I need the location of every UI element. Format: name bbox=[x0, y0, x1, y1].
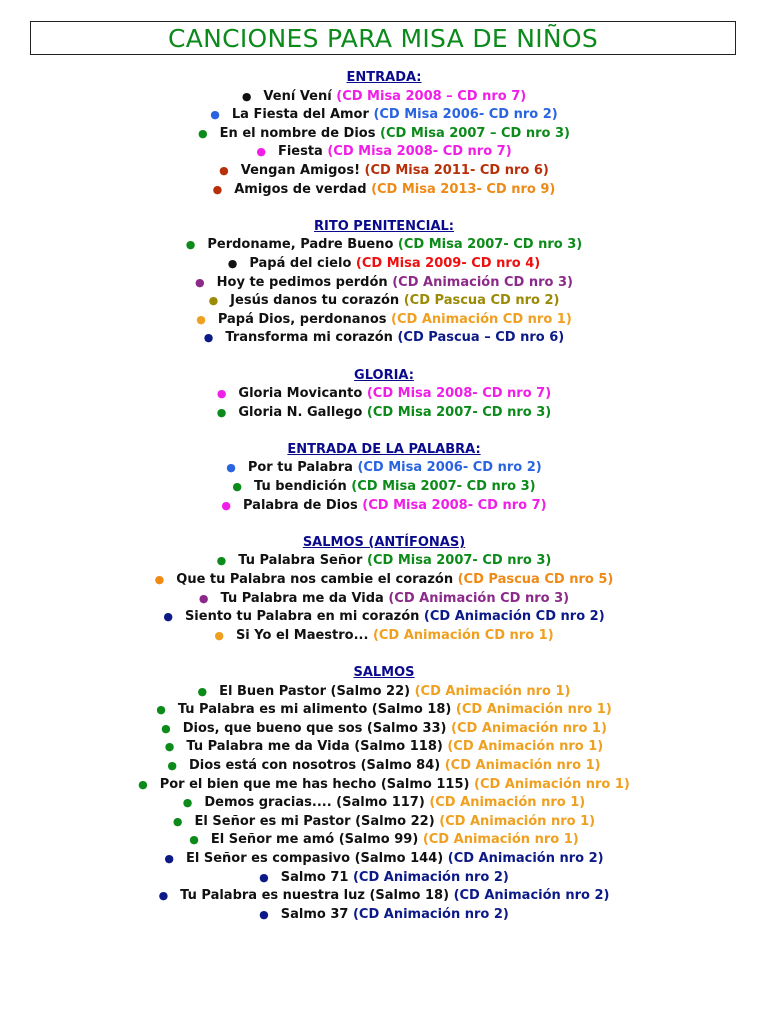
cd-reference: (CD Animación nro 1) bbox=[429, 795, 586, 811]
section-heading: GLORIA: bbox=[354, 367, 414, 383]
song-item bbox=[0, 590, 768, 609]
bullet-icon: ● bbox=[196, 312, 206, 326]
bullet-icon: ● bbox=[219, 163, 229, 177]
song-title: Jesús danos tu corazón bbox=[230, 293, 400, 309]
song-title: Vení Vení bbox=[263, 88, 332, 104]
song-item bbox=[0, 627, 768, 646]
bullet-icon: ● bbox=[227, 256, 238, 270]
song-title: Tu bendición bbox=[254, 479, 347, 495]
bullet-icon: ● bbox=[163, 610, 173, 624]
bullet-icon: ● bbox=[161, 721, 171, 735]
song-item bbox=[0, 106, 768, 125]
cd-reference: (CD Animación nro 2) bbox=[447, 850, 604, 866]
song-item bbox=[0, 850, 768, 869]
song-item bbox=[0, 255, 768, 274]
cd-reference: (CD Animación nro 1) bbox=[447, 739, 604, 755]
song-title: Tu Palabra me da Vida bbox=[220, 590, 384, 606]
song-title: Por tu Palabra bbox=[247, 460, 353, 476]
cd-reference: (CD Animación CD nro 2) bbox=[423, 609, 605, 625]
cd-reference: (CD Animación CD nro 1) bbox=[391, 311, 572, 327]
song-item bbox=[0, 738, 768, 757]
cd-reference: (CD Animación nro 1) bbox=[474, 776, 630, 792]
page-title-box bbox=[30, 21, 736, 55]
cd-reference: (CD Animación CD nro 3) bbox=[392, 274, 573, 290]
bullet-icon: ● bbox=[198, 126, 208, 140]
bullet-icon: ● bbox=[210, 108, 220, 122]
song-title: Dios, que bueno que sos (Salmo 33) bbox=[182, 720, 447, 736]
song-title: Amigos de verdad bbox=[234, 181, 367, 197]
bullet-icon: ● bbox=[259, 907, 269, 921]
cd-reference: (CD Animación nro 2) bbox=[352, 906, 509, 922]
bullet-icon: ● bbox=[216, 554, 227, 568]
song-item bbox=[0, 329, 768, 348]
song-item bbox=[0, 143, 768, 162]
cd-reference: (CD Animación nro 1) bbox=[422, 832, 579, 848]
song-item bbox=[0, 701, 768, 720]
song-item bbox=[0, 497, 768, 516]
bullet-icon: ● bbox=[216, 387, 227, 401]
cd-reference: (CD Pascua – CD nro 6) bbox=[397, 330, 565, 346]
bullet-icon: ● bbox=[164, 740, 175, 754]
song-list bbox=[0, 69, 768, 924]
song-item bbox=[0, 869, 768, 888]
song-title: Salmo 37 bbox=[280, 906, 349, 922]
cd-reference: (CD Animación CD nro 3) bbox=[388, 590, 570, 606]
bullet-icon: ● bbox=[197, 684, 208, 698]
song-item bbox=[0, 831, 768, 850]
section-gap bbox=[0, 422, 768, 441]
song-title: Tu Palabra es nuestra luz (Salmo 18) bbox=[180, 888, 450, 904]
bullet-icon: ● bbox=[212, 182, 223, 196]
song-title: El Señor es mi Pastor (Salmo 22) bbox=[194, 813, 435, 829]
cd-reference: (CD Misa 2007- CD nro 3) bbox=[366, 404, 552, 420]
song-item bbox=[0, 757, 768, 776]
song-title: Tu Palabra es mi alimento (Salmo 18) bbox=[177, 702, 452, 718]
song-title: Papá del cielo bbox=[249, 255, 352, 271]
song-item bbox=[0, 906, 768, 925]
cd-reference: (CD Misa 2013- CD nro 9) bbox=[371, 181, 556, 197]
song-title: Hoy te pedimos perdón bbox=[216, 274, 388, 290]
page-title: CANCIONES PARA MISA DE NIÑOS bbox=[167, 23, 599, 53]
bullet-icon: ● bbox=[172, 814, 183, 828]
section-gap bbox=[0, 348, 768, 367]
song-title: Tu Palabra me da Vida (Salmo 118) bbox=[186, 739, 443, 755]
song-item bbox=[0, 292, 768, 311]
section-heading: ENTRADA DE LA PALABRA: bbox=[287, 441, 481, 457]
song-item bbox=[0, 776, 768, 795]
cd-reference: (CD Pascua CD nro 5) bbox=[457, 572, 614, 588]
song-item bbox=[0, 181, 768, 200]
bullet-icon: ● bbox=[195, 275, 205, 289]
song-item bbox=[0, 274, 768, 293]
section-gap bbox=[0, 199, 768, 218]
bullet-icon: ● bbox=[208, 294, 219, 308]
song-title: Fiesta bbox=[277, 144, 323, 160]
cd-reference: (CD Pascua CD nro 2) bbox=[403, 293, 560, 309]
section-heading: RITO PENITENCIAL: bbox=[314, 218, 454, 234]
song-title: Papá Dios, perdonanos bbox=[217, 311, 387, 327]
bullet-icon: ● bbox=[226, 461, 236, 475]
song-item bbox=[0, 459, 768, 478]
section-heading: SALMOS bbox=[353, 665, 415, 680]
song-item bbox=[0, 794, 768, 813]
song-item bbox=[0, 552, 768, 571]
song-title: Palabra de Dios bbox=[243, 497, 358, 513]
bullet-icon: ● bbox=[158, 889, 169, 903]
cd-reference: (CD Animación CD nro 1) bbox=[372, 627, 554, 643]
cd-reference: (CD Misa 2006- CD nro 2) bbox=[373, 107, 558, 123]
song-item bbox=[0, 125, 768, 144]
cd-reference: (CD Misa 2007- CD nro 3) bbox=[367, 553, 552, 569]
song-item bbox=[0, 571, 768, 590]
bullet-icon: ● bbox=[182, 796, 193, 810]
bullet-icon: ● bbox=[259, 870, 269, 884]
song-title: Tu Palabra Señor bbox=[238, 553, 363, 569]
cd-reference: (CD Animación nro 1) bbox=[455, 702, 612, 718]
cd-reference: (CD Misa 2006- CD nro 2) bbox=[357, 460, 542, 476]
bullet-icon: ● bbox=[138, 777, 148, 791]
bullet-icon: ● bbox=[214, 628, 224, 642]
cd-reference: (CD Animación nro 1) bbox=[444, 757, 601, 773]
bullet-icon: ● bbox=[189, 833, 199, 847]
song-title: El Buen Pastor (Salmo 22) bbox=[219, 683, 411, 699]
song-item bbox=[0, 683, 768, 702]
cd-reference: (CD Misa 2007- CD nro 3) bbox=[351, 479, 536, 495]
cd-reference: (CD Misa 2011- CD nro 6) bbox=[364, 162, 549, 178]
cd-reference: (CD Misa 2007 – CD nro 3) bbox=[380, 125, 570, 141]
song-item bbox=[0, 720, 768, 739]
cd-reference: (CD Misa 2008- CD nro 7) bbox=[362, 497, 547, 513]
cd-reference: (CD Misa 2008 – CD nro 7) bbox=[336, 88, 527, 104]
bullet-icon: ● bbox=[167, 758, 178, 772]
section-gap bbox=[0, 515, 768, 534]
cd-reference: (CD Misa 2007- CD nro 3) bbox=[397, 237, 583, 253]
bullet-icon: ● bbox=[241, 89, 252, 103]
bullet-icon: ● bbox=[156, 703, 166, 717]
bullet-icon: ● bbox=[198, 591, 209, 605]
cd-reference: (CD Animación nro 1) bbox=[451, 720, 607, 736]
song-title: En el nombre de Dios bbox=[219, 125, 376, 141]
song-item bbox=[0, 813, 768, 832]
bullet-icon: ● bbox=[185, 238, 196, 252]
section-heading: ENTRADA: bbox=[346, 70, 422, 85]
bullet-icon: ● bbox=[256, 145, 266, 159]
cd-reference: (CD Animación nro 2) bbox=[352, 869, 509, 885]
cd-reference: (CD Misa 2009- CD nro 4) bbox=[355, 255, 541, 271]
bullet-icon: ● bbox=[164, 851, 174, 865]
song-title: La Fiesta del Amor bbox=[231, 107, 374, 123]
cd-reference: (CD Misa 2008- CD nro 7) bbox=[327, 144, 512, 160]
song-item bbox=[0, 385, 768, 404]
song-title: Demos gracias.... (Salmo 117) bbox=[204, 795, 425, 811]
song-item bbox=[0, 608, 768, 627]
song-item bbox=[0, 478, 768, 497]
song-title: Gloria N. Gallego bbox=[238, 404, 363, 420]
cd-reference: (CD Animación nro 1) bbox=[439, 813, 596, 829]
song-title: Dios está con nosotros (Salmo 84) bbox=[189, 757, 441, 773]
song-title: Perdoname, Padre Bueno bbox=[207, 237, 394, 253]
song-title: Transforma mi corazón bbox=[225, 330, 393, 346]
song-title: Siento tu Palabra en mi corazón bbox=[184, 609, 420, 625]
section-heading: SALMOS (ANTÍFONAS) bbox=[302, 534, 466, 550]
song-title: Vengan Amigos! bbox=[240, 162, 360, 178]
song-item bbox=[0, 887, 768, 906]
song-title: Que tu Palabra nos cambie el corazón bbox=[176, 572, 454, 588]
song-title: El Señor es compasivo (Salmo 144) bbox=[185, 850, 444, 866]
song-title: El Señor me amó (Salmo 99) bbox=[210, 832, 419, 848]
song-item bbox=[0, 311, 768, 330]
bullet-icon: ● bbox=[221, 498, 231, 512]
song-item bbox=[0, 236, 768, 255]
cd-reference: (CD Animación nro 1) bbox=[414, 683, 571, 699]
song-title: Salmo 71 bbox=[280, 869, 349, 885]
cd-reference: (CD Animación nro 2) bbox=[453, 888, 610, 904]
song-title: Si Yo el Maestro... bbox=[235, 627, 369, 643]
song-title: Por el bien que me has hecho (Salmo 115) bbox=[159, 776, 470, 792]
bullet-icon: ● bbox=[154, 573, 165, 587]
bullet-icon: ● bbox=[232, 480, 243, 494]
cd-reference: (CD Misa 2008- CD nro 7) bbox=[366, 386, 552, 402]
song-item bbox=[0, 404, 768, 423]
song-item bbox=[0, 88, 768, 107]
song-title: Gloria Movicanto bbox=[238, 386, 363, 402]
section-gap bbox=[0, 645, 768, 664]
song-item bbox=[0, 162, 768, 181]
bullet-icon: ● bbox=[216, 405, 227, 419]
bullet-icon: ● bbox=[203, 331, 214, 345]
